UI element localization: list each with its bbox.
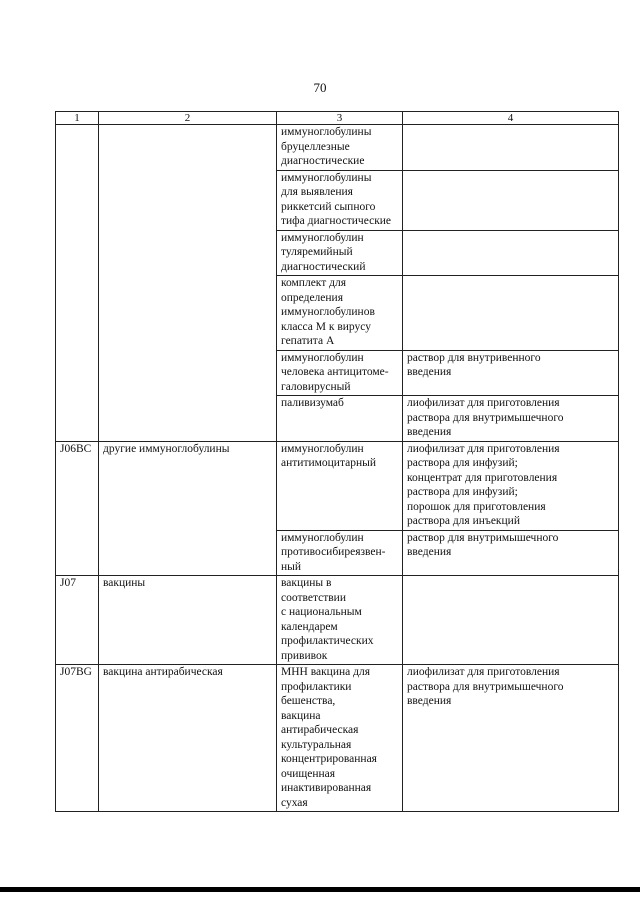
table-header-row xyxy=(56,112,619,125)
form-cell: лиофилизат для приготовления раствора для инфузий; концентрат для приготовления раствора для инфузий; порошок для приготовления раствора для инъекций xyxy=(403,441,619,530)
bottom-border-bar xyxy=(0,887,640,892)
name-cell: вакцины в соответствии с национальным календарем профилактических прививок xyxy=(277,576,403,665)
name-cell: иммуноглобулины для выявления риккетсий сыпного тифа диагностические xyxy=(277,170,403,230)
table-row xyxy=(56,576,619,665)
header-col-3: 3 xyxy=(277,112,403,125)
group-cell: вакцины xyxy=(99,576,277,665)
table-row xyxy=(56,665,619,812)
code-cell xyxy=(56,125,99,442)
name-cell: иммуноглобулины бруцеллезные диагностические xyxy=(277,125,403,171)
form-cell: лиофилизат для приготовления раствора для внутримышечного введения xyxy=(403,396,619,442)
form-cell: раствор для внутривенного введения xyxy=(403,350,619,396)
form-cell xyxy=(403,170,619,230)
code-cell: J06BC xyxy=(56,441,99,576)
page-number: 70 xyxy=(313,80,327,95)
group-cell: другие иммуноглобулины xyxy=(99,441,277,576)
form-cell xyxy=(403,276,619,351)
code-cell: J07 xyxy=(56,576,99,665)
table-row xyxy=(56,441,619,530)
group-cell xyxy=(99,125,277,442)
form-cell xyxy=(403,125,619,171)
name-cell: комплект для определения иммуноглобулинов класса М к вирусу гепатита А xyxy=(277,276,403,351)
form-cell: раствор для внутримышечного введения xyxy=(403,530,619,576)
code-cell: J07BG xyxy=(56,665,99,812)
form-cell xyxy=(403,576,619,665)
form-cell: лиофилизат для приготовления раствора для внутримышечного введения xyxy=(403,665,619,812)
name-cell: иммуноглобулин туляремийный диагностический xyxy=(277,230,403,276)
header-col-1: 1 xyxy=(56,112,99,125)
name-cell: иммуноглобулин противосибиреязвен- ный xyxy=(277,530,403,576)
table-row xyxy=(56,125,619,171)
form-cell xyxy=(403,230,619,276)
header-col-2: 2 xyxy=(99,112,277,125)
name-cell: МНН вакцина для профилактики бешенства, вакцина антирабическая культуральная концентрированная очищенная инактивированная сухая xyxy=(277,665,403,812)
header-col-4: 4 xyxy=(403,112,619,125)
name-cell: иммуноглобулин человека антицитоме- галовирусный xyxy=(277,350,403,396)
name-cell: иммуноглобулин антитимоцитарный xyxy=(277,441,403,530)
group-cell: вакцина антирабическая xyxy=(99,665,277,812)
drug-table xyxy=(55,111,619,812)
name-cell: паливизумаб xyxy=(277,396,403,442)
